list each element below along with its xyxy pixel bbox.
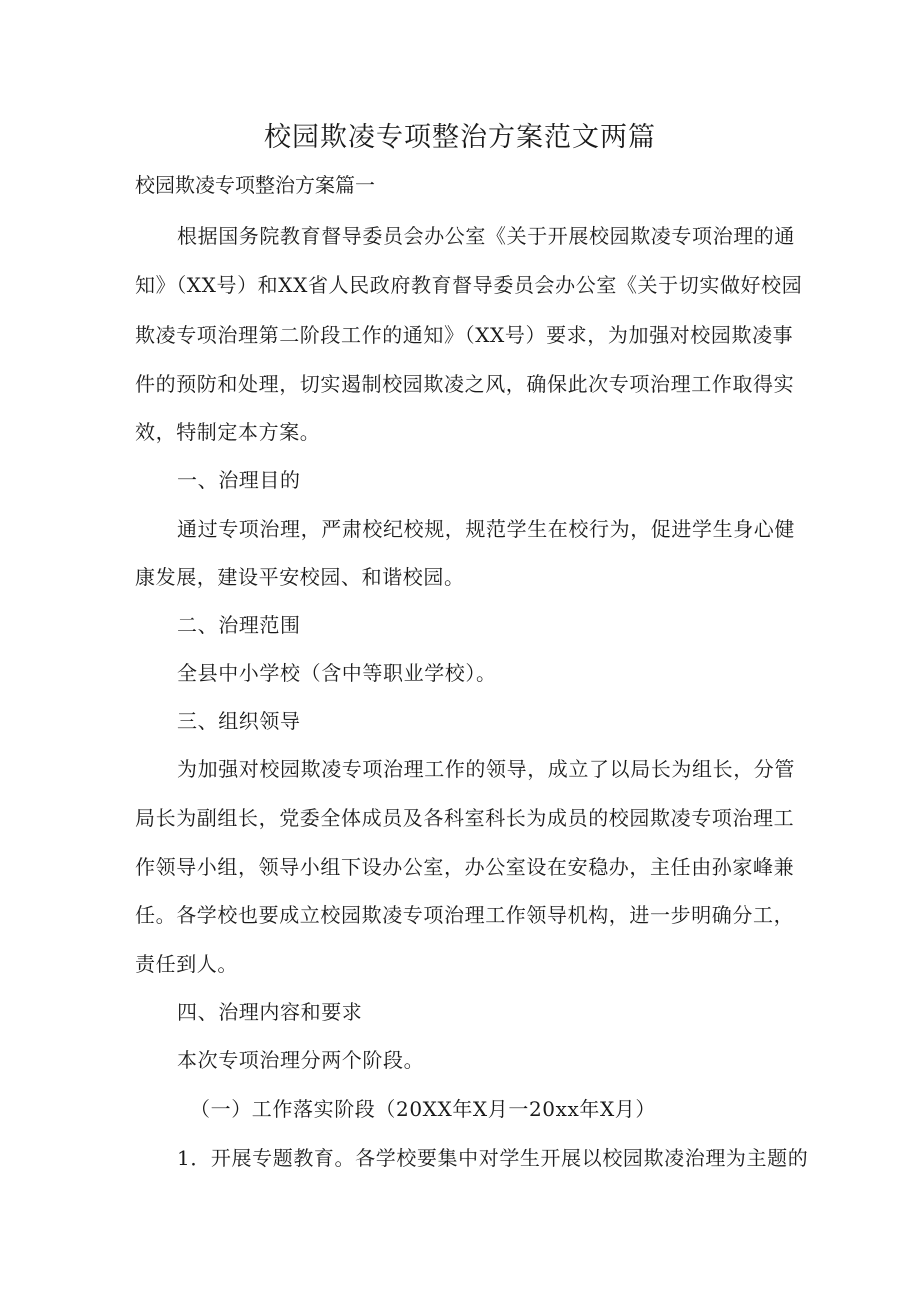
paragraph-line: 知》（XX号）和XX省人民政府教育督导委员会办公室《关于切实做好校园 xyxy=(135,273,803,297)
paragraph-line: 本次专项治理分两个阶段。 xyxy=(177,1048,425,1072)
paragraph-line: 责任到人。 xyxy=(135,952,238,976)
paragraph-line: 局长为副组长，党委全体成员及各科室科长为成员的校园欺凌专项治理工 xyxy=(135,806,795,830)
paragraph-line: 作领导小组，领导小组下设办公室，办公室设在安稳办，主任由孙家峰兼 xyxy=(135,855,795,879)
section-heading: 一、治理目的 xyxy=(177,468,301,492)
paragraph-line: 根据国务院教育督导委员会办公室《关于开展校园欺凌专项治理的通 xyxy=(177,224,795,248)
paragraph-line: 1．开展专题教育。各学校要集中对学生开展以校园欺凌治理为主题的 xyxy=(177,1146,809,1170)
document-title: 校园欺凌专项整治方案范文两篇 xyxy=(264,122,656,153)
paragraph-line: 为加强对校园欺凌专项治理工作的领导，成立了以局长为组长，分管 xyxy=(177,757,795,781)
section-heading: 校园欺凌专项整治方案篇一 xyxy=(135,173,375,197)
paragraph-line: 效，特制定本方案。 xyxy=(135,420,321,444)
section-heading: 三、组织领导 xyxy=(177,709,301,733)
paragraph-line: 件的预防和处理，切实遏制校园欺凌之风，确保此次专项治理工作取得实 xyxy=(135,372,795,396)
subsection-heading: （一）工作落实阶段（20XX年X月一20xx年X月） xyxy=(190,1097,657,1121)
paragraph-line: 全县中小学校（含中等职业学校）。 xyxy=(177,661,497,685)
section-heading: 四、治理内容和要求 xyxy=(177,1000,363,1024)
paragraph-line: 康发展，建设平安校园、和谐校园。 xyxy=(135,565,465,589)
paragraph-line: 欺凌专项治理第二阶段工作的通知》（XX号）要求，为加强对校园欺凌事 xyxy=(135,323,794,347)
paragraph-line: 任。各学校也要成立校园欺凌专项治理工作领导机构，进一步明确分工， xyxy=(135,903,795,927)
section-heading: 二、治理范围 xyxy=(177,613,301,637)
paragraph-line: 通过专项治理，严肃校纪校规，规范学生在校行为，促进学生身心健 xyxy=(177,517,795,541)
